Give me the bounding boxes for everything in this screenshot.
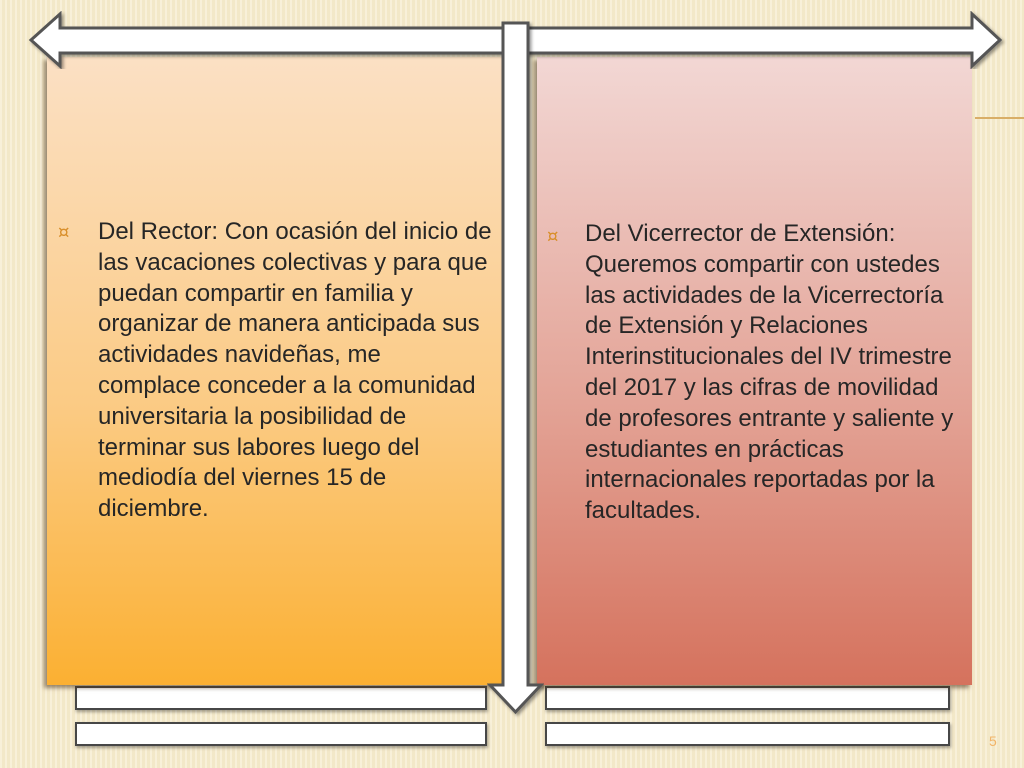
page-number: 5 [989, 733, 997, 749]
vicerrector-message-text: Del Vicerrector de Extensión: Queremos compartir con ustedes las actividades de la Vicerrectoría de Extensión y Relaciones Interinstitucionales del IV trimestre del 2017 y las cifras de movilidad de profesores entrante y saliente y estudiantes en prácticas internacionales reportadas por la facultades. [585, 220, 954, 525]
rector-message-text: Del Rector: Con ocasión del inicio de las vacaciones colectivas y para que puedan compartir en familia y organizar de manera anticipada sus actividades navideñas, me complace conceder a la comunidad universitaria la posibilidad de terminar sus labores luego del mediodía del viernes 15 de diciembre. [98, 218, 492, 523]
down-arrow-icon [490, 23, 541, 712]
